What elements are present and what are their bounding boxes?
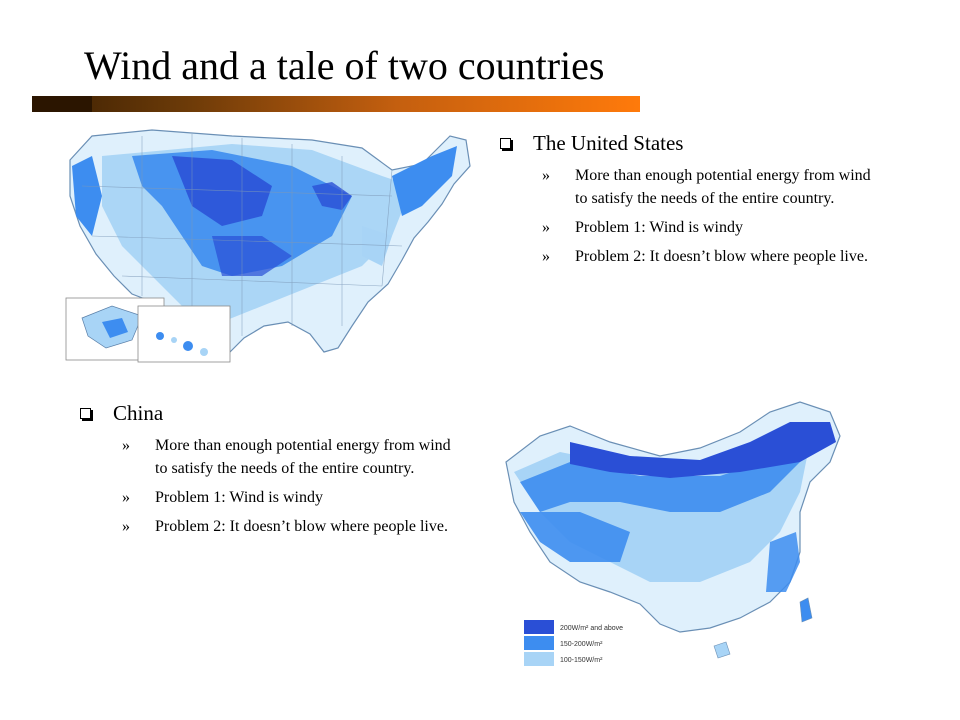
us-wind-map	[62, 126, 478, 364]
list-item	[542, 164, 900, 210]
checkbox-bullet-icon	[500, 138, 511, 149]
list-item	[122, 434, 480, 480]
list-item	[122, 515, 480, 538]
bullet-marker: »	[542, 167, 550, 184]
us-heading: The United States	[533, 131, 684, 155]
slide-title: Wind and a tale of two countries	[84, 43, 605, 88]
china-points-list	[80, 434, 480, 538]
bullet-marker: »	[122, 489, 130, 506]
china-point-1: More than enough potential energy from wind to satisfy the needs of the entire country.	[155, 437, 451, 477]
bullet-marker: »	[122, 518, 130, 535]
list-item	[542, 245, 900, 268]
title-underline-bar	[32, 96, 640, 112]
legend-label-high: 200W/m² and above	[560, 625, 624, 632]
china-bullet-block	[80, 398, 480, 544]
legend-swatch-low	[524, 652, 554, 666]
us-points-list	[500, 164, 900, 268]
legend-swatch-mid	[524, 636, 554, 650]
us-point-2: Problem 1: Wind is windy	[575, 219, 743, 236]
legend-label-mid: 150-200W/m²	[560, 641, 603, 648]
list-item	[122, 486, 480, 509]
china-heading-row	[80, 398, 480, 428]
us-point-1: More than enough potential energy from wind to satisfy the needs of the entire country.	[575, 167, 871, 207]
us-point-3: Problem 2: It doesn’t blow where people live.	[575, 248, 868, 265]
title-underline-dark-end	[32, 96, 92, 112]
list-item	[542, 216, 900, 239]
legend-label-low: 100-150W/m²	[560, 657, 603, 664]
china-heading: China	[113, 401, 164, 425]
bullet-marker: »	[542, 248, 550, 265]
bullet-marker: »	[122, 437, 130, 454]
bullet-marker: »	[542, 219, 550, 236]
checkbox-bullet-icon	[80, 408, 91, 419]
us-bullet-block	[500, 128, 900, 274]
us-heading-row	[500, 128, 900, 158]
legend-swatch-high	[524, 620, 554, 634]
china-point-3: Problem 2: It doesn’t blow where people live.	[155, 518, 448, 535]
china-point-2: Problem 1: Wind is windy	[155, 489, 323, 506]
china-wind-map	[500, 392, 852, 682]
